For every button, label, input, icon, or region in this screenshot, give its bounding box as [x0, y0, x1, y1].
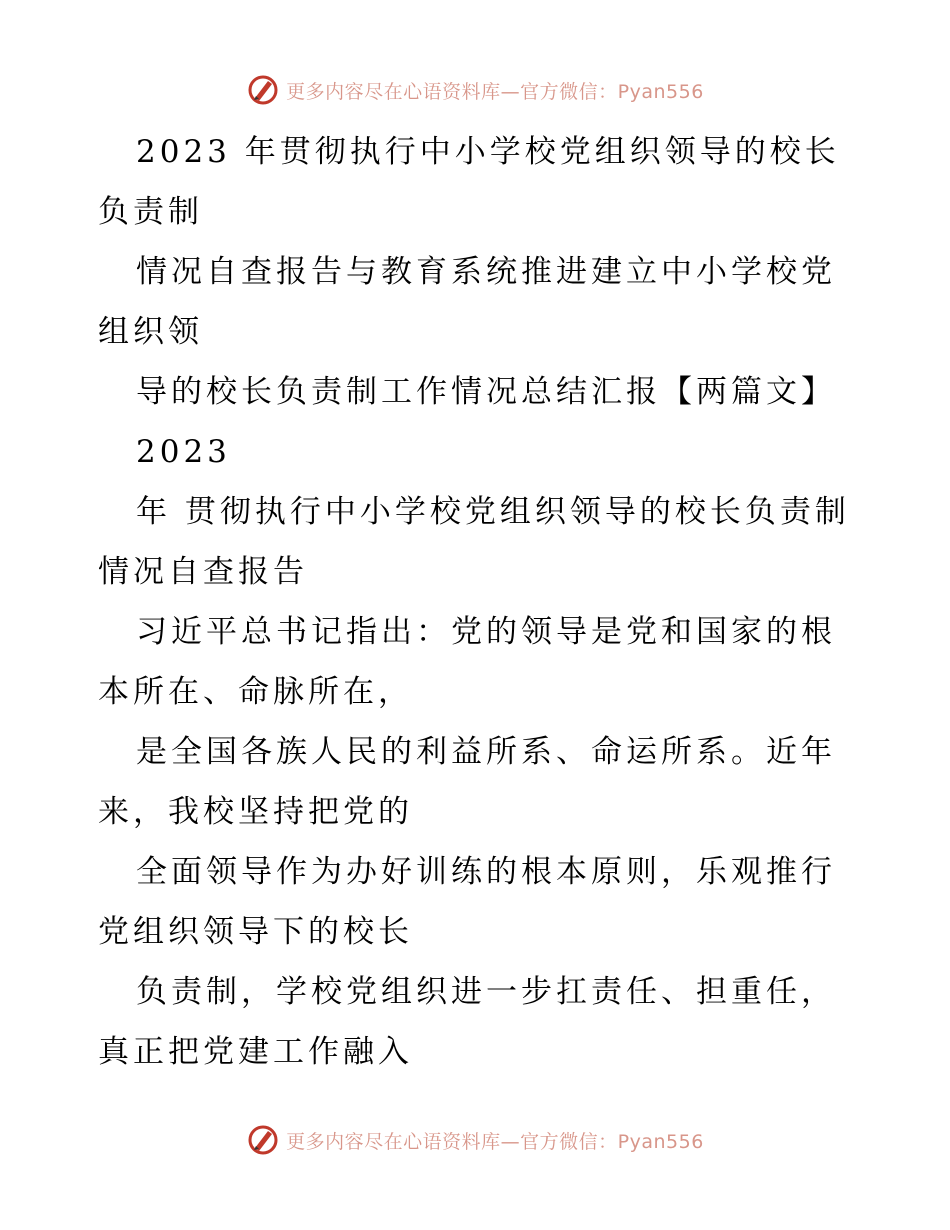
- paragraph: 情况自查报告与教育系统推进建立中小学校党组织领: [98, 254, 836, 350]
- paragraph: 全面领导作为办好训练的根本原则，乐观推行党组织领导下的校长: [98, 854, 836, 950]
- header-banner: [0, 70, 950, 110]
- footer-banner: [0, 1120, 950, 1160]
- pen-logo-icon: [246, 1123, 280, 1157]
- header-banner-text: 更多内容尽在心语资料库—官方微信：Pyan556: [286, 80, 704, 103]
- paragraph: 年 贯彻执行中小学校党组织领导的校长负责制情况自查报告: [98, 494, 850, 590]
- footer-banner-inner: [246, 1123, 704, 1157]
- paragraph: 2023 年贯彻执行中小学校党组织领导的校长负责制: [98, 134, 840, 230]
- paragraph: 导的校长负责制工作情况总结汇报【两篇文】: [136, 374, 836, 410]
- pen-logo-icon: [246, 73, 280, 107]
- paragraph: 习近平总书记指出：党的领导是党和国家的根本所在、命脉所在，: [98, 614, 836, 710]
- document-body: [98, 122, 868, 1082]
- paragraph: 负责制，学校党组织进一步扛责任、担重任，真正把党建工作融入: [98, 974, 836, 1070]
- header-banner-inner: [246, 73, 704, 107]
- paragraph: 是全国各族人民的利益所系、命运所系。近年来，我校坚持把党的: [98, 734, 836, 830]
- footer-banner-text: 更多内容尽在心语资料库—官方微信：Pyan556: [286, 1130, 704, 1153]
- paragraph: 2023: [136, 434, 231, 470]
